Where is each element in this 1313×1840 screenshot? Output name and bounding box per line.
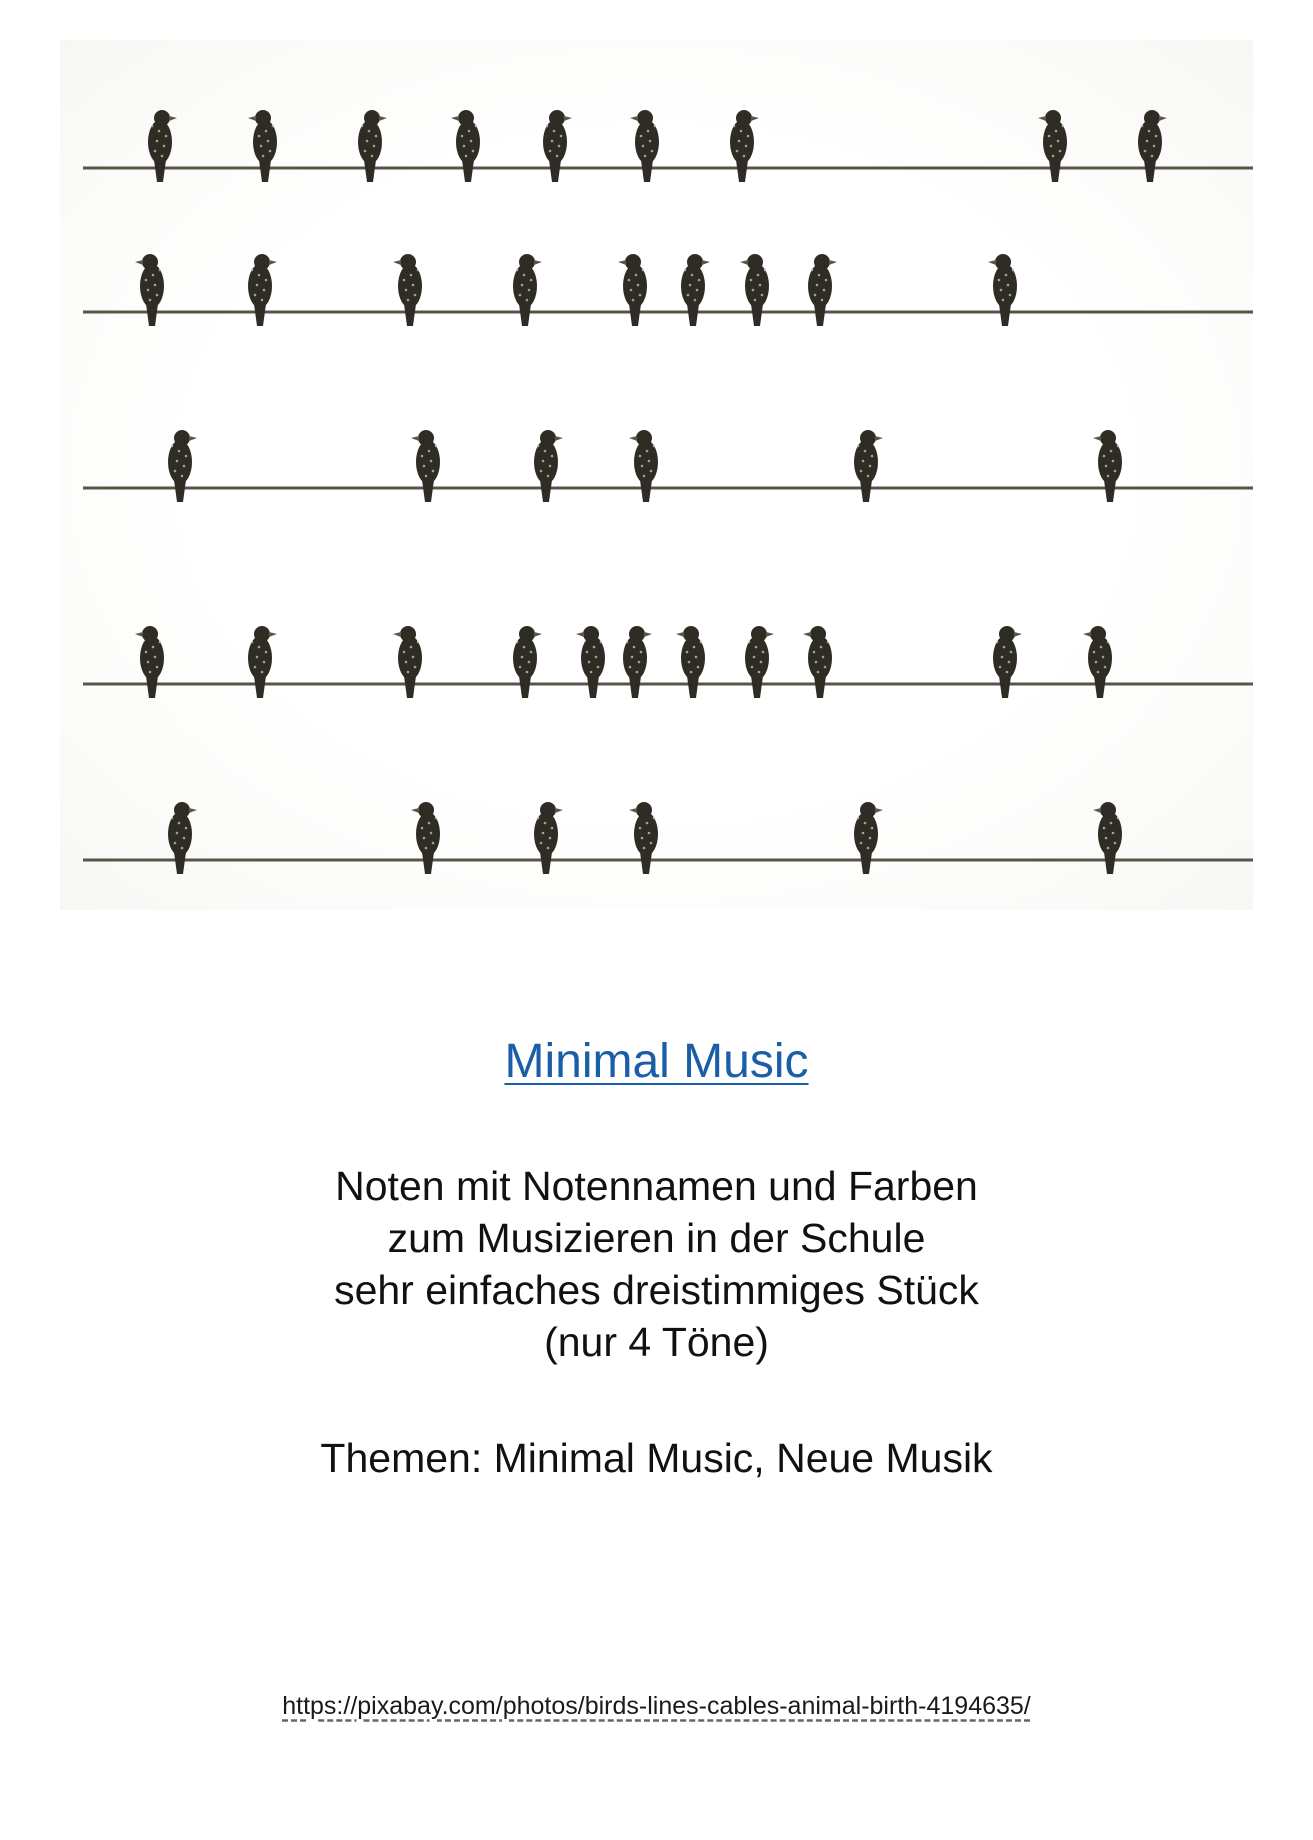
bird — [358, 110, 387, 182]
bird — [1093, 802, 1122, 874]
bird — [135, 254, 164, 326]
bird — [168, 430, 197, 502]
bird — [451, 110, 480, 182]
bird — [808, 254, 837, 326]
birds-on-wires-photo — [60, 40, 1253, 910]
source-link[interactable]: https://pixabay.com/photos/birds-lines-cables-animal-birth-4194635/ — [282, 1692, 1031, 1720]
bird — [248, 110, 277, 182]
bird — [623, 626, 652, 698]
bird — [248, 254, 277, 326]
bird — [513, 626, 542, 698]
bird — [854, 802, 883, 874]
page-title-link[interactable]: Minimal Music — [504, 1035, 809, 1088]
bird — [148, 110, 177, 182]
bird — [393, 626, 422, 698]
themes-text: Themen: Minimal Music, Neue Musik — [320, 1435, 993, 1481]
bird — [854, 430, 883, 502]
bird — [513, 254, 542, 326]
bird — [630, 110, 659, 182]
description-line: zum Musizieren in der Schule — [387, 1215, 926, 1261]
description-line: (nur 4 Töne) — [544, 1319, 769, 1365]
bird — [534, 802, 563, 874]
bird — [411, 430, 440, 502]
bird — [135, 626, 164, 698]
description-line: sehr einfaches dreistimmiges Stück — [334, 1267, 979, 1313]
bird — [543, 110, 572, 182]
bird — [1038, 110, 1067, 182]
bird — [248, 626, 277, 698]
bird — [1083, 626, 1112, 698]
bird — [730, 110, 759, 182]
bird — [740, 254, 769, 326]
birds-illustration — [60, 40, 1253, 910]
bird — [576, 626, 605, 698]
bird — [534, 430, 563, 502]
bird — [168, 802, 197, 874]
bird — [1138, 110, 1167, 182]
bird — [993, 626, 1022, 698]
description-line: Noten mit Notennamen und Farben — [335, 1163, 978, 1209]
bird — [393, 254, 422, 326]
bird — [676, 626, 705, 698]
bird — [803, 626, 832, 698]
bird — [629, 802, 658, 874]
bird — [411, 802, 440, 874]
bird — [988, 254, 1017, 326]
bird — [618, 254, 647, 326]
bird — [1093, 430, 1122, 502]
bird — [681, 254, 710, 326]
description — [0, 1160, 1313, 1368]
bird — [745, 626, 774, 698]
bird — [629, 430, 658, 502]
